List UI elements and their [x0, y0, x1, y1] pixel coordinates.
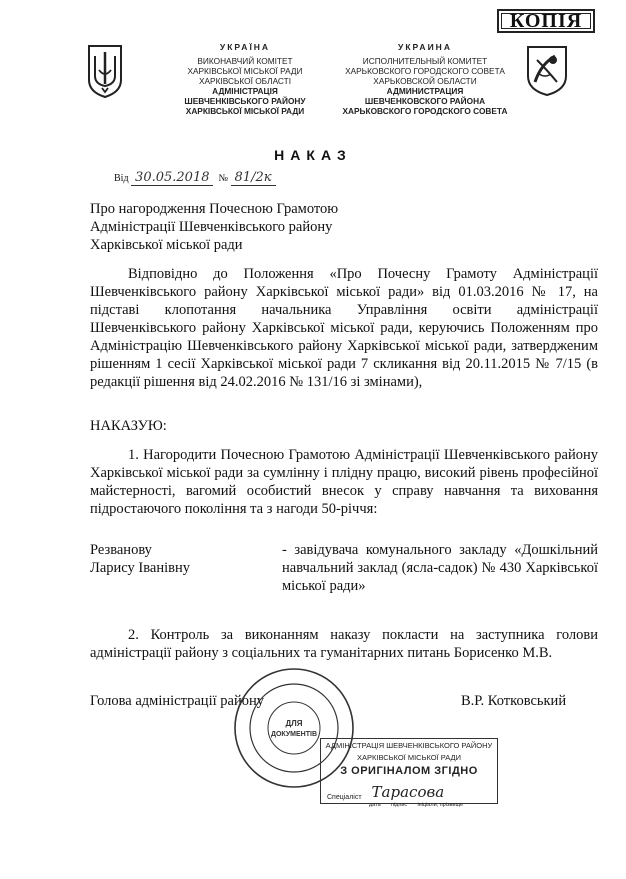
order-item-1-text: 1. Нагородити Почесною Грамотою Адміністрації Шевченківського району Харківської міської ради за сумлінну і плідну працю, високий рівень професійної майстерності, вагомий особистий внесок у справу навчання та виховання підростаючого покоління та з нагоди 50-річчя:: [90, 447, 598, 517]
header-line: ХАРЬКОВСКОЙ ОБЛАСТИ: [373, 76, 477, 86]
stamp-sign-label: підпис: [390, 802, 408, 808]
city-coat-of-arms-icon: [525, 44, 569, 96]
signatory-name: В.Р. Котковський: [461, 693, 567, 709]
order-subject: [90, 200, 390, 254]
subject-line: Про нагородження Почесною Грамотою: [90, 201, 339, 217]
header-line: ХАРЬКОВСКОГО ГОРОДСКОГО СОВЕТА: [345, 66, 505, 76]
document-number: 81/2к: [234, 170, 272, 185]
seal-center-bottom: ДОКУМЕНТІВ: [270, 731, 318, 738]
stamp-date-label: дата: [369, 802, 381, 808]
header-country: УКРАЇНА: [219, 42, 271, 52]
handwritten-signature: Тарасова: [371, 783, 445, 801]
awardee-given-name: Ларису Іванівну: [90, 560, 190, 576]
subject-line: Адміністрації Шевченківського району: [90, 219, 333, 235]
header-country: УКРАИНА: [398, 42, 452, 52]
seal-center-top: ДЛЯ: [285, 719, 303, 728]
order-item-1: [90, 446, 598, 518]
document-title: НАКАЗ: [274, 147, 352, 163]
header-line: ШЕВЧЕНКІВСЬКОГО РАЙОНУ: [184, 96, 306, 106]
stamp-initials-label: ініціали, прізвище: [417, 802, 463, 808]
trident-emblem-icon: [86, 44, 124, 98]
subject-line: Харківської міської ради: [90, 237, 243, 253]
header-line: ХАРКІВСЬКОЇ МІСЬКОЇ РАДИ: [187, 66, 303, 76]
header-line: ВИКОНАВЧИЙ КОМІТЕТ: [197, 56, 293, 66]
stamp-line: АДМІНІСТРАЦІЯ ШЕВЧЕНКІВСЬКОГО РАЙОНУ: [325, 741, 493, 750]
awardee-role: - завідувача комунального закладу «Дошкільний навчальний заклад (ясла-садок) № 430 Харківської міської ради»: [282, 542, 598, 594]
awardee-surname: Резванову: [90, 542, 152, 558]
header-line: ШЕВЧЕНКОВСКОГО РАЙОНА: [364, 96, 486, 106]
header-ukrainian: [160, 42, 330, 116]
header-line: ИСПОЛНИТЕЛЬНЫЙ КОМИТЕТ: [362, 56, 488, 66]
stamp-specialist-label: Спеціаліст: [327, 794, 362, 801]
header-russian: [330, 42, 520, 116]
nakazuyu-heading: НАКАЗУЮ:: [90, 418, 167, 434]
awardee-name: [90, 541, 270, 577]
header-line: АДМІНІСТРАЦІЯ: [212, 86, 278, 96]
order-item-2: [90, 626, 598, 662]
number-label: №: [218, 173, 229, 184]
signatory-title: Голова адміністрації району: [90, 693, 264, 709]
header-line: ХАРКІВСЬКОЇ МІСЬКОЇ РАДИ: [185, 106, 305, 116]
header-line: ХАРЬКОВСКОГО ГОРОДСКОГО СОВЕТА: [342, 106, 508, 116]
stamp-certify-text: З ОРИГІНАЛОМ ЗГІДНО: [340, 765, 478, 777]
preamble-text: Відповідно до Положення «Про Почесну Грамоту Адміністрації Шевченківського району Харківської міської ради» від 01.03.2016 № 17, на підставі клопотання начальника Управління освіти адміністрації Шевченківського району Харківської міської ради, керуючись Положенням про Адміністрацію Шевченківського району Харківської міської ради, затвердженим рішенням 1 сесії Харківської міської ради 7 скликання від 20.11.2015 № 7/15 (в редакції рішення від 24.02.2016 № 131/16 зі змінами),: [90, 266, 598, 390]
copy-stamp: КОПІЯ: [497, 9, 595, 33]
date-label: Від: [114, 173, 129, 184]
certification-stamp: [320, 738, 498, 808]
header-line: ХАРКІВСЬКОЇ ОБЛАСТІ: [198, 76, 292, 86]
document-date: 30.05.2018: [135, 170, 210, 185]
preamble-paragraph: [90, 265, 598, 391]
order-item-2-text: 2. Контроль за виконанням наказу покласти на заступника голови адміністрації району з соціальних та гуманітарних питань Борисенко М.В.: [90, 627, 598, 661]
stamp-line: ХАРКІВСЬКОЇ МІСЬКОЇ РАДИ: [356, 752, 461, 762]
header-line: АДМИНИСТРАЦИЯ: [386, 86, 464, 96]
date-number-line: [114, 170, 276, 186]
